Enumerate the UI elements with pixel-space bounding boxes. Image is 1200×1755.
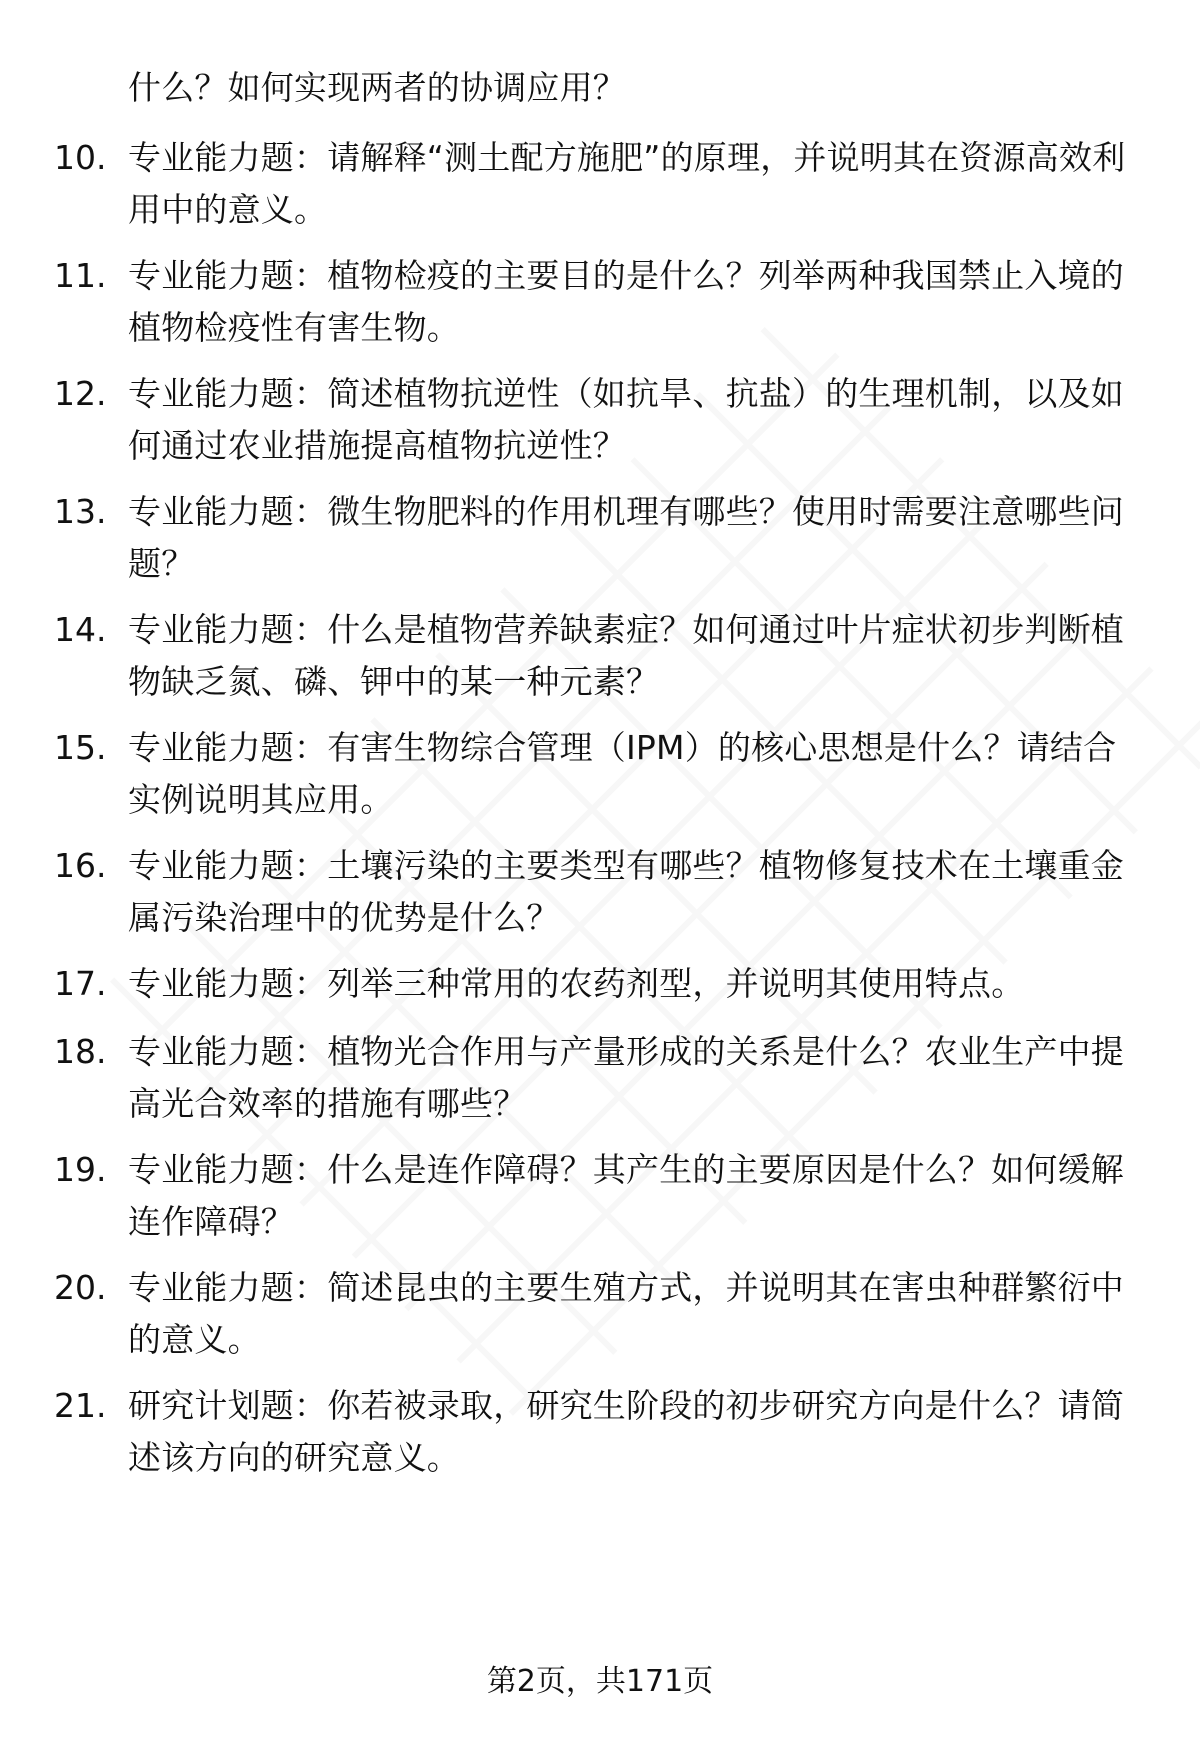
question-text: 专业能力题：植物检疫的主要目的是什么？列举两种我国禁止入境的植物检疫性有害生物。 bbox=[128, 256, 1124, 347]
question-text: 专业能力题：什么是植物营养缺素症？如何通过叶片症状初步判断植物缺乏氮、磷、钾中的某一种元素？ bbox=[128, 610, 1124, 701]
question-item bbox=[0, 1380, 1200, 1484]
question-text: 专业能力题：植物光合作用与产量形成的关系是什么？农业生产中提高光合效率的措施有哪些？ bbox=[128, 1032, 1124, 1123]
question-item bbox=[0, 840, 1200, 944]
question-item bbox=[0, 132, 1200, 236]
question-number: 21. bbox=[54, 1386, 107, 1425]
question-text: 专业能力题：请解释“测土配方施肥”的原理，并说明其在资源高效利用中的意义。 bbox=[128, 138, 1126, 229]
question-number: 20. bbox=[54, 1268, 107, 1307]
question-text: 专业能力题：微生物肥料的作用机理有哪些？使用时需要注意哪些问题？ bbox=[128, 492, 1124, 583]
question-number: 15. bbox=[54, 728, 107, 767]
question-number: 17. bbox=[54, 964, 107, 1003]
question-text: 专业能力题：什么是连作障碍？其产生的主要原因是什么？如何缓解连作障碍？ bbox=[128, 1150, 1124, 1241]
question-item bbox=[0, 958, 1200, 1010]
question-number: 16. bbox=[54, 846, 107, 885]
question-text: 专业能力题：有害生物综合管理（IPM）的核心思想是什么？请结合实例说明其应用。 bbox=[128, 728, 1117, 819]
question-text: 专业能力题：列举三种常用的农药剂型，并说明其使用特点。 bbox=[128, 964, 1025, 1003]
question-number: 10. bbox=[54, 138, 107, 177]
question-text: 专业能力题：简述昆虫的主要生殖方式，并说明其在害虫种群繁衍中的意义。 bbox=[128, 1268, 1124, 1359]
question-number: 12. bbox=[54, 374, 107, 413]
question-item bbox=[0, 722, 1200, 826]
question-number: 19. bbox=[54, 1150, 107, 1189]
question-item bbox=[0, 250, 1200, 354]
question-text: 研究计划题：你若被录取，研究生阶段的初步研究方向是什么？请简述该方向的研究意义。 bbox=[128, 1386, 1124, 1477]
question-item bbox=[0, 1026, 1200, 1130]
continued-question-text: 什么？如何实现两者的协调应用？ bbox=[128, 68, 626, 107]
question-item bbox=[0, 368, 1200, 472]
question-number: 13. bbox=[54, 492, 107, 531]
question-text: 专业能力题：土壤污染的主要类型有哪些？植物修复技术在土壤重金属污染治理中的优势是什么？ bbox=[128, 846, 1124, 937]
question-item bbox=[0, 486, 1200, 590]
question-item bbox=[0, 604, 1200, 708]
page-footer: 第2页，共171页 bbox=[486, 1664, 714, 1699]
question-number: 11. bbox=[54, 256, 107, 295]
question-item bbox=[0, 1262, 1200, 1366]
question-text: 专业能力题：简述植物抗逆性（如抗旱、抗盐）的生理机制，以及如何通过农业措施提高植物抗逆性？ bbox=[128, 374, 1124, 465]
question-item bbox=[0, 1144, 1200, 1248]
question-number: 18. bbox=[54, 1032, 107, 1071]
question-number: 14. bbox=[54, 610, 107, 649]
